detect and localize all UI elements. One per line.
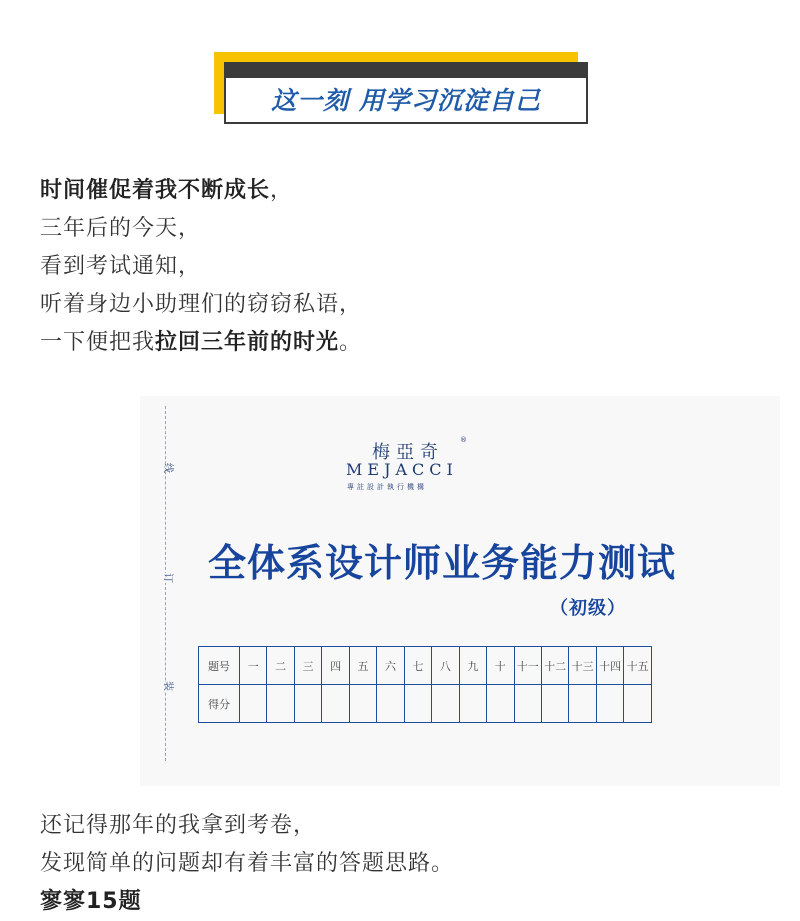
exam-level: （初级） [550, 598, 626, 619]
score-table [198, 646, 652, 723]
section-banner [224, 62, 588, 124]
score-cell [404, 685, 431, 723]
question-number-cell: 五 [349, 647, 376, 685]
score-cell [240, 685, 267, 723]
binding-char-xian: 线 [162, 463, 173, 473]
intro-line-3: 看到考试通知， [40, 254, 202, 279]
question-number-cell: 十二 [541, 647, 568, 685]
outro-line-1: 还记得那年的我拿到考卷， [40, 813, 317, 838]
binding-char-ding: 订 [162, 573, 173, 583]
score-cell [349, 685, 376, 723]
question-number-cell: 七 [404, 647, 431, 685]
brand-logo-en: MEJACCI [346, 460, 458, 479]
question-number-cell: 四 [322, 647, 349, 685]
question-number-cell: 十 [487, 647, 514, 685]
exam-paper-image [140, 396, 780, 786]
number-row-header: 题号 [199, 647, 240, 685]
question-number-cell: 一 [240, 647, 267, 685]
score-cell [267, 685, 294, 723]
question-number-cell: 十四 [596, 647, 623, 685]
question-number-cell: 二 [267, 647, 294, 685]
intro-line-5-start: 一下便把我 [40, 330, 156, 355]
banner-title: 这一刻 用学习沉淀自己 [271, 86, 541, 115]
intro-line-2: 三年后的今天， [40, 216, 202, 241]
intro-paragraph [40, 172, 362, 362]
banner-top-bar [226, 64, 586, 78]
outro-line-2: 发现简单的问题却有着丰富的答题思路。 [40, 851, 455, 876]
question-number-cell: 三 [294, 647, 321, 685]
question-number-cell: 八 [432, 647, 459, 685]
registered-mark: ® [460, 436, 467, 444]
intro-line-5-end: 。 [339, 330, 363, 355]
score-table-score-row [199, 685, 652, 723]
question-number-cell: 十五 [624, 647, 652, 685]
intro-line-1 [40, 172, 362, 210]
score-cell [432, 685, 459, 723]
score-cell [514, 685, 541, 723]
intro-line-1-rest: ， [270, 178, 294, 203]
brand-tagline: 專註設計執行機構 [347, 483, 427, 491]
score-cell [459, 685, 486, 723]
score-cell [377, 685, 404, 723]
exam-title: 全体系设计师业务能力测试 [208, 541, 677, 585]
question-number-cell: 九 [459, 647, 486, 685]
intro-line-5 [40, 324, 362, 362]
intro-line-4: 听着身边小助理们的窃窃私语， [40, 292, 363, 317]
score-cell [569, 685, 596, 723]
score-cell [624, 685, 652, 723]
intro-line-5-bold: 拉回三年前的时光 [155, 330, 340, 355]
question-number-cell: 十三 [569, 647, 596, 685]
intro-line-1-bold: 时间催促着我不断成长 [40, 178, 271, 203]
binding-dashed-line [165, 406, 166, 761]
score-row-header: 得分 [199, 685, 240, 723]
score-table-number-row [199, 647, 652, 685]
score-cell [294, 685, 321, 723]
outro-line-3: 寥寥15题 [40, 889, 142, 914]
brand-logo-cn: 梅亞奇 [372, 442, 444, 463]
score-cell [596, 685, 623, 723]
score-cell [541, 685, 568, 723]
score-cell [322, 685, 349, 723]
binding-char-zhuang: 装 [162, 681, 173, 691]
score-cell [487, 685, 514, 723]
question-number-cell: 十一 [514, 647, 541, 685]
question-number-cell: 六 [377, 647, 404, 685]
